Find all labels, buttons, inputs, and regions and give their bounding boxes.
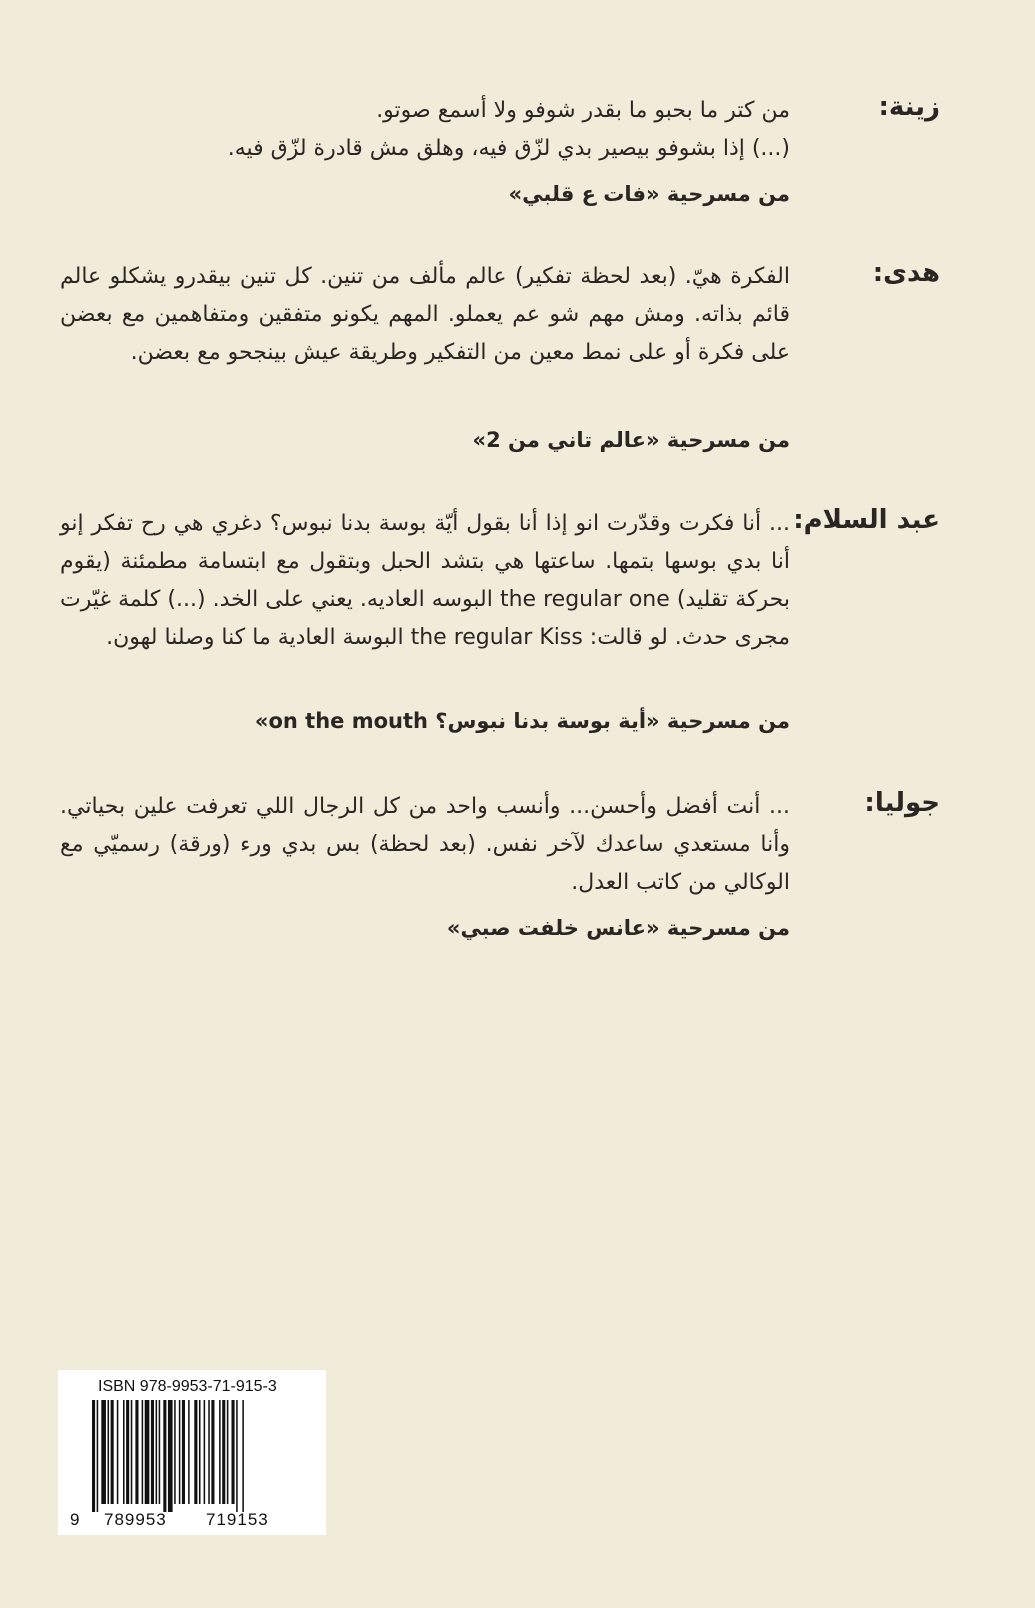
speaker-name: جوليا: xyxy=(864,788,940,818)
barcode-bar xyxy=(92,1400,95,1512)
quote-entry-julia xyxy=(60,788,940,958)
barcode-bar xyxy=(97,1400,99,1512)
isbn-label: ISBN 978-9953-71-915-3 xyxy=(98,1378,277,1395)
speaker-name: زينة: xyxy=(878,92,940,122)
barcode-bar xyxy=(111,1400,114,1504)
speaker-name: هدى: xyxy=(872,258,940,288)
quote-text xyxy=(60,505,790,657)
barcode-bar xyxy=(211,1400,214,1504)
barcode-right-digits: 719153 xyxy=(206,1510,269,1529)
play-source: من مسرحية «أية بوسة بدنا نبوس؟ on the mouth» xyxy=(254,709,790,733)
quote-entry-zeina xyxy=(60,92,940,222)
barcode-bar xyxy=(123,1400,125,1504)
barcode-bar xyxy=(227,1400,229,1504)
barcode-bar xyxy=(156,1400,158,1504)
barcode-bar xyxy=(236,1400,238,1512)
barcode-bar xyxy=(199,1400,201,1504)
barcode-bar xyxy=(126,1400,129,1504)
barcode-bar xyxy=(163,1400,166,1512)
quote-line: ... أنت أفضل وأحسن... وأنسب واحد من كل الرجال اللي تعرفت علين بحياتي. وأنا مستعدي ساعدك لآخر نفس. (بعد لحظة) بس بدي ورء (ورقة) رسميّي مع الوكالي من كاتب العدل. xyxy=(60,794,790,895)
barcode-first-digit: 9 xyxy=(70,1510,81,1529)
barcode-bars xyxy=(88,1400,308,1520)
play-source: من مسرحية «عانس خلفت صبي» xyxy=(446,916,790,940)
quote-line: ... أنا فكرت وقدّرت انو إذا أنا بقول أيّة بوسة بدنا نبوس؟ دغري هي رح تفكر إنو أنا بدي بوسها بتمها. ساعتها هي بتشد الحبل وبتقول مع ابتسامة مطمئنة (يقوم بحركة تقليد) the regular one البوسه العاديه. يعني على الخد. (...) كلمة غيّرت مجرى حدث. لو قالت: the regular Kiss البوسة العادية ما كنا وصلنا لهون. xyxy=(60,511,790,650)
play-source: من مسرحية «فات ع قلبي» xyxy=(508,182,790,206)
barcode-bar xyxy=(208,1400,210,1504)
barcode-bar xyxy=(179,1400,181,1504)
barcode-bar xyxy=(145,1400,150,1504)
quote-line: الفكرة هيّ. (بعد لحظة تفكير) عالم مألف من تنين. كل تنين بيقدرو يشكلو عالم قائم بذاته. ومش مهم شو عم يعملو. المهم يكونو متفقين ومتفاهمين مع بعضن على فكرة أو على نمط معين من التفكير وطريقة عيش بينجحو مع بعضن. xyxy=(60,264,790,365)
barcode-bar xyxy=(108,1400,110,1504)
barcode-bar xyxy=(222,1400,225,1504)
barcode-bar xyxy=(117,1400,119,1504)
barcode-bar xyxy=(151,1400,154,1504)
barcode-bar xyxy=(168,1400,173,1512)
barcode-bar xyxy=(159,1400,161,1504)
quote-entry-abdelsalam xyxy=(60,505,940,755)
barcode-bar xyxy=(142,1400,144,1504)
quote-text xyxy=(60,788,790,902)
isbn-barcode xyxy=(58,1370,326,1535)
barcode-left-digits: 789953 xyxy=(104,1510,167,1529)
barcode-bar xyxy=(131,1400,133,1504)
quote-line: من كتر ما بحبو ما بقدر شوفو ولا أسمع صوتو. xyxy=(376,98,790,123)
barcode-bar xyxy=(232,1400,235,1504)
barcode-bar xyxy=(135,1400,138,1504)
barcode-bar xyxy=(194,1400,197,1504)
barcode-bar xyxy=(174,1400,176,1504)
barcode-bar xyxy=(182,1400,185,1504)
speaker-name: عبد السلام: xyxy=(793,505,940,535)
quote-text xyxy=(60,92,790,168)
barcode-bar xyxy=(101,1400,106,1504)
barcode-bar xyxy=(188,1400,190,1504)
play-source: من مسرحية «عالم تاني من 2» xyxy=(472,428,790,452)
barcode-bar xyxy=(204,1400,206,1504)
barcode-bar xyxy=(219,1400,221,1504)
quote-entry-huda xyxy=(60,258,940,468)
barcode-bar xyxy=(242,1400,244,1512)
quote-line: (...) إذا بشوفو بيصير بدي لزّق فيه، وهلق مش قادرة لزّق فيه. xyxy=(227,136,790,161)
quote-text xyxy=(60,258,790,372)
